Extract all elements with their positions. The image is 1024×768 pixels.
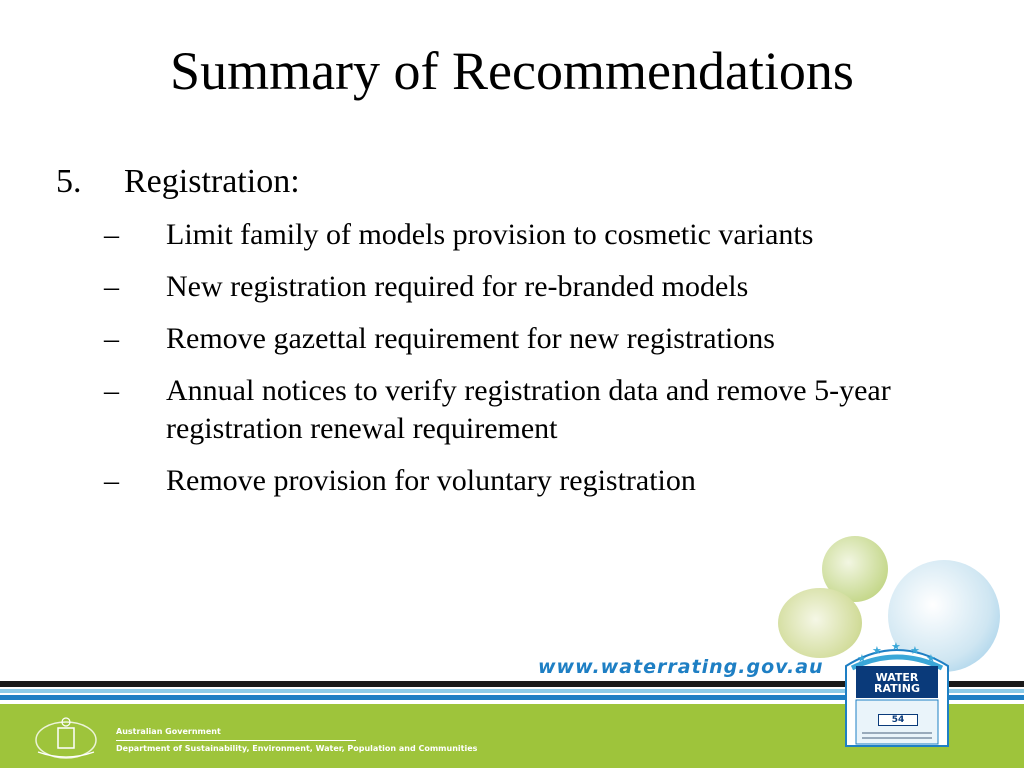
coat-of-arms-icon bbox=[26, 712, 106, 764]
section-number: 5. bbox=[56, 163, 82, 200]
svg-text:★: ★ bbox=[926, 653, 936, 665]
badge-value: 54 bbox=[878, 714, 918, 726]
bullet-dash: – bbox=[104, 374, 119, 407]
government-divider bbox=[116, 740, 356, 741]
badge-line1: WATER bbox=[875, 671, 919, 684]
bullet-text: Remove gazettal requirement for new registrations bbox=[166, 322, 775, 355]
section-heading: Registration: bbox=[124, 163, 300, 200]
bullet-item bbox=[0, 268, 1000, 306]
slide-title: Summary of Recommendations bbox=[170, 41, 854, 101]
bullet-dash: – bbox=[104, 270, 119, 303]
bullet-item bbox=[0, 320, 1000, 358]
svg-text:★: ★ bbox=[857, 653, 867, 665]
bullet-dash: – bbox=[104, 218, 119, 251]
bullet-item bbox=[0, 216, 1000, 254]
bullet-text: Annual notices to verify registration data and remove 5-year registration renewal requirement bbox=[166, 374, 891, 445]
svg-text:★: ★ bbox=[891, 641, 901, 653]
bullet-text: New registration required for re-branded models bbox=[166, 270, 749, 303]
water-rating-badge bbox=[842, 640, 952, 750]
bullet-item bbox=[0, 372, 1000, 448]
department-name: Department of Sustainability, Environment, Water, Population and Communities bbox=[116, 744, 478, 753]
svg-text:★: ★ bbox=[872, 645, 882, 657]
bullet-list bbox=[0, 216, 1000, 514]
bullet-item bbox=[0, 462, 1000, 500]
badge-line2: RATING bbox=[874, 682, 920, 695]
bullet-dash: – bbox=[104, 464, 119, 497]
bullet-dash: – bbox=[104, 322, 119, 355]
svg-text:★: ★ bbox=[910, 645, 920, 657]
bullet-text: Limit family of models provision to cosmetic variants bbox=[166, 218, 814, 251]
government-name: Australian Government bbox=[116, 727, 221, 736]
website-url: www.waterrating.gov.au bbox=[538, 656, 824, 678]
bullet-text: Remove provision for voluntary registration bbox=[166, 464, 696, 497]
badge-title bbox=[860, 672, 934, 694]
